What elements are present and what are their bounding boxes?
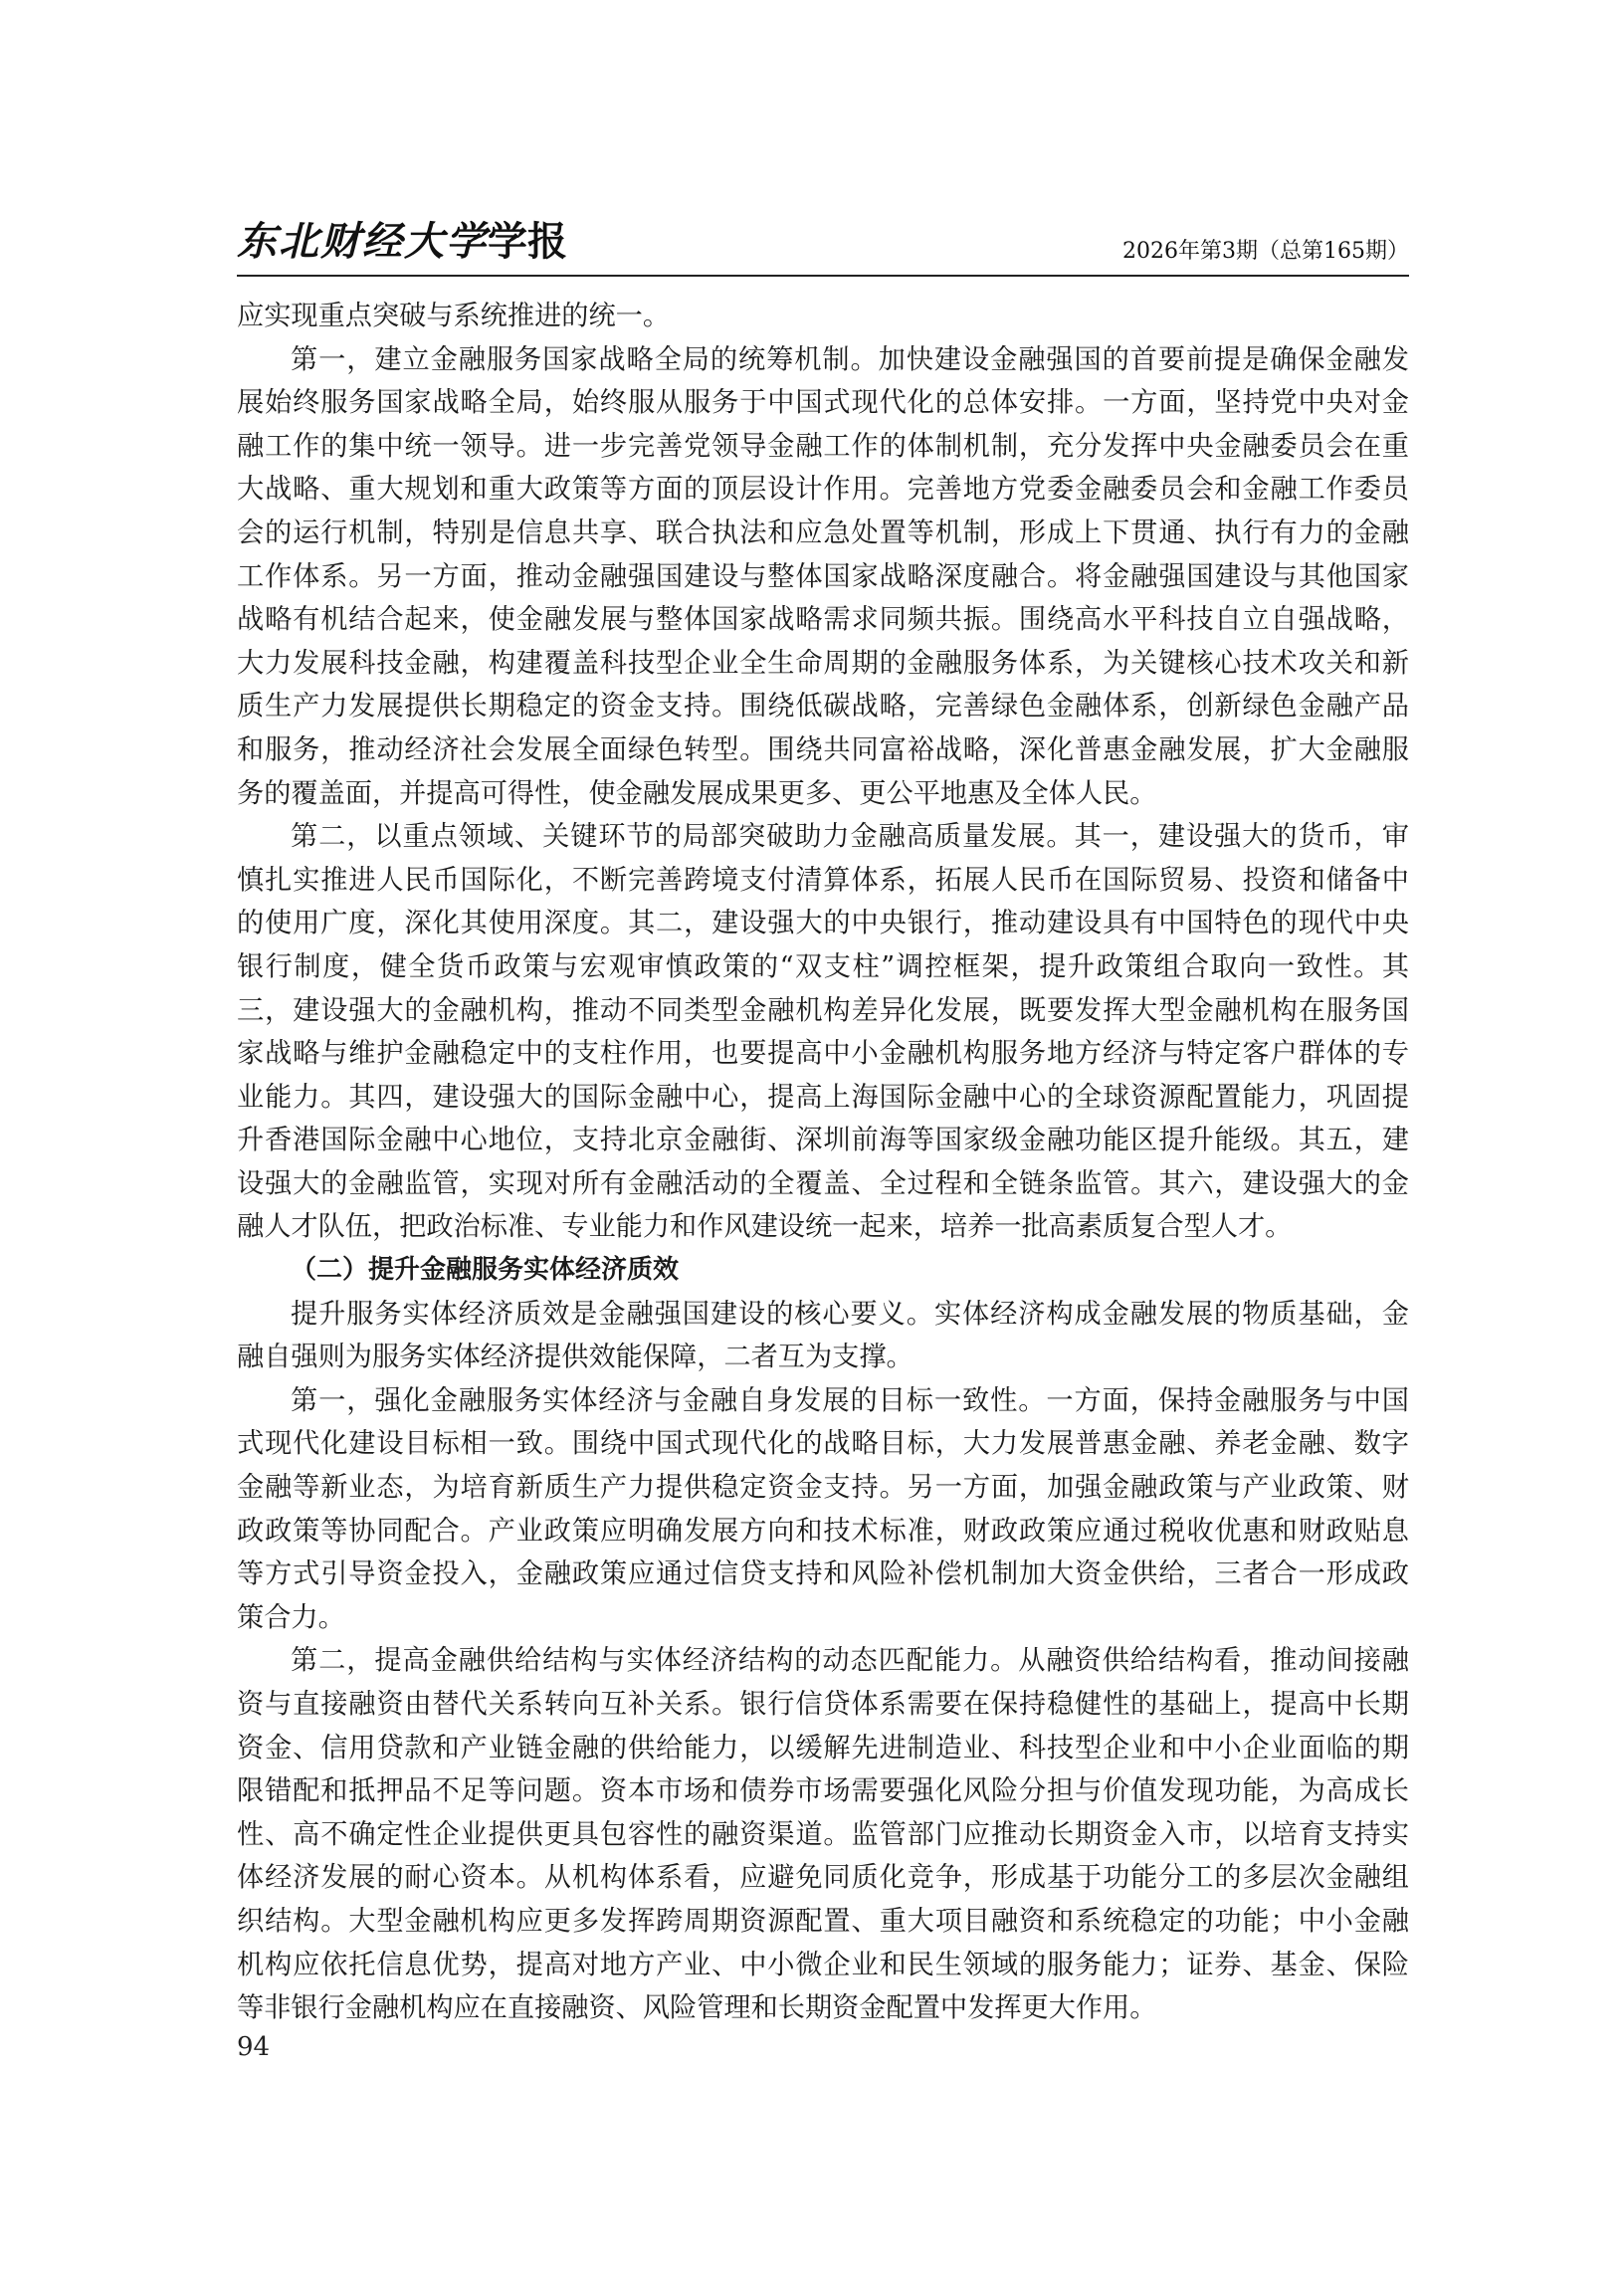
page-number: 94 — [237, 2032, 271, 2062]
paragraph-line: 第二，以重点领域、关键环节的局部突破助力金融高质量发展。其一，建设强大的货币，审 — [291, 821, 1409, 853]
paragraph-line: 和服务，推动经济社会发展全面绿色转型。围绕共同富裕战略，深化普惠金融发展，扩大金融服 — [237, 733, 1409, 765]
paragraph-line: 展始终服务国家战略全局，始终服从服务于中国式现代化的总体安排。一方面，坚持党中央对金 — [237, 387, 1409, 419]
paragraph-line: 家战略与维护金融稳定中的支柱作用，也要提高中小金融机构服务地方经济与特定客户群体的专 — [237, 1038, 1409, 1070]
paragraph-line: 提升服务实体经济质效是金融强国建设的核心要义。实体经济构成金融发展的物质基础，金 — [291, 1298, 1409, 1330]
paragraph-line: 设强大的金融监管，实现对所有金融活动的全覆盖、全过程和全链条监管。其六，建设强大的金 — [237, 1167, 1409, 1199]
paragraph-line: 金融等新业态，为培育新质生产力提供稳定资金支持。另一方面，加强金融政策与产业政策、财 — [237, 1472, 1409, 1504]
journal-title — [237, 210, 567, 267]
paragraph-line: 慎扎实推进人民币国际化，不断完善跨境支付清算体系，拓展人民币在国际贸易、投资和储备中 — [237, 864, 1409, 896]
paragraph-line: 式现代化建设目标相一致。围绕中国式现代化的战略目标，大力发展普惠金融、养老金融、数字 — [237, 1428, 1409, 1460]
paragraph-line: 融人才队伍，把政治标准、专业能力和作风建设统一起来，培养一批高素质复合型人才。 — [237, 1211, 1293, 1243]
paragraph-line: 资金、信用贷款和产业链金融的供给能力，以缓解先进制造业、科技型企业和中小企业面临的期 — [237, 1732, 1409, 1763]
paragraph-line: 机构应依托信息优势，提高对地方产业、中小微企业和民生领域的服务能力；证券、基金、保险 — [237, 1949, 1409, 1980]
paragraph-line: 业能力。其四，建设强大的国际金融中心，提高上海国际金融中心的全球资源配置能力，巩固提 — [237, 1081, 1409, 1113]
paragraph-line: 的使用广度，深化其使用深度。其二，建设强大的中央银行，推动建设具有中国特色的现代中央 — [237, 908, 1409, 939]
paragraph-line: 三，建设强大的金融机构，推动不同类型金融机构差异化发展，既要发挥大型金融机构在服务国 — [237, 994, 1409, 1026]
paragraph-line: 性、高不确定性企业提供更具包容性的融资渠道。监管部门应推动长期资金入市，以培育支持实 — [237, 1818, 1409, 1850]
paragraph-line: 应实现重点突破与系统推进的统一。 — [237, 301, 671, 331]
paragraph-line: 务的覆盖面，并提高可得性，使金融发展成果更多、更公平地惠及全体人民。 — [237, 777, 1157, 809]
paragraph-line: 工作体系。另一方面，推动金融强国建设与整体国家战略深度融合。将金融强国建设与其他国家 — [237, 560, 1409, 592]
paragraph-line: 织结构。大型金融机构应更多发挥跨周期资源配置、重大项目融资和系统稳定的功能；中小金融 — [237, 1905, 1409, 1937]
paragraph-line: 等方式引导资金投入，金融政策应通过信贷支持和风险补偿机制加大资金供给，三者合一形成政 — [237, 1558, 1409, 1590]
paragraph-line: 战略有机结合起来，使金融发展与整体国家战略需求同频共振。围绕高水平科技自立自强战略， — [237, 604, 1409, 636]
running-header — [237, 218, 1409, 273]
paragraph-line: 第二，提高金融供给结构与实体经济结构的动态匹配能力。从融资供给结构看，推动间接融 — [291, 1645, 1409, 1677]
issue-info: 2026年第3期（总第165期） — [1122, 239, 1409, 264]
paragraph-line: 融工作的集中统一领导。进一步完善党领导金融工作的体制机制，充分发挥中央金融委员会在重 — [237, 430, 1409, 462]
section-heading: （二）提升金融服务实体经济质效 — [291, 1255, 680, 1286]
journal-title-suffix: 学报 — [488, 218, 567, 265]
paragraph-line: 融自强则为服务实体经济提供效能保障，二者互为支撑。 — [237, 1342, 914, 1373]
paragraph-line: 限错配和抵押品不足等问题。资本市场和债券市场需要强化风险分担与价值发现功能，为高成长 — [237, 1775, 1409, 1807]
paragraph-line: 会的运行机制，特别是信息共享、联合执法和应急处置等机制，形成上下贯通、执行有力的金融 — [237, 517, 1409, 548]
journal-title-calligraphy: 东北财经大学 — [237, 218, 488, 265]
paragraph-line: 大力发展科技金融，构建覆盖科技型企业全生命周期的金融服务体系，为关键核心技术攻关和新 — [237, 647, 1409, 679]
paragraph-line: 体经济发展的耐心资本。从机构体系看，应避免同质化竞争，形成基于功能分工的多层次金融组 — [237, 1862, 1409, 1894]
paragraph-line: 政政策等协同配合。产业政策应明确发展方向和技术标准，财政政策应通过税收优惠和财政贴息 — [237, 1515, 1409, 1547]
paragraph-line: 银行制度，健全货币政策与宏观审慎政策的“双支柱”调控框架，提升政策组合取向一致性。其 — [237, 950, 1409, 982]
paragraph-line: 第一，建立金融服务国家战略全局的统筹机制。加快建设金融强国的首要前提是确保金融发 — [291, 343, 1409, 375]
header-rule — [237, 275, 1409, 277]
paragraph-line: 等非银行金融机构应在直接融资、风险管理和长期资金配置中发挥更大作用。 — [237, 1992, 1157, 2024]
paragraph-line: 大战略、重大规划和重大政策等方面的顶层设计作用。完善地方党委金融委员会和金融工作委员 — [237, 474, 1409, 506]
paragraph-line: 质生产力发展提供长期稳定的资金支持。围绕低碳战略，完善绿色金融体系，创新绿色金融产品 — [237, 691, 1409, 723]
paragraph-line: 策合力。 — [237, 1601, 345, 1633]
paragraph-line: 资与直接融资由替代关系转向互补关系。银行信贷体系需要在保持稳健性的基础上，提高中长期 — [237, 1689, 1409, 1720]
paragraph-line: 升香港国际金融中心地位，支持北京金融街、深圳前海等国家级金融功能区提升能级。其五，建 — [237, 1125, 1409, 1156]
paragraph-line: 第一，强化金融服务实体经济与金融自身发展的目标一致性。一方面，保持金融服务与中国 — [291, 1384, 1409, 1416]
article-body — [237, 295, 1409, 2030]
